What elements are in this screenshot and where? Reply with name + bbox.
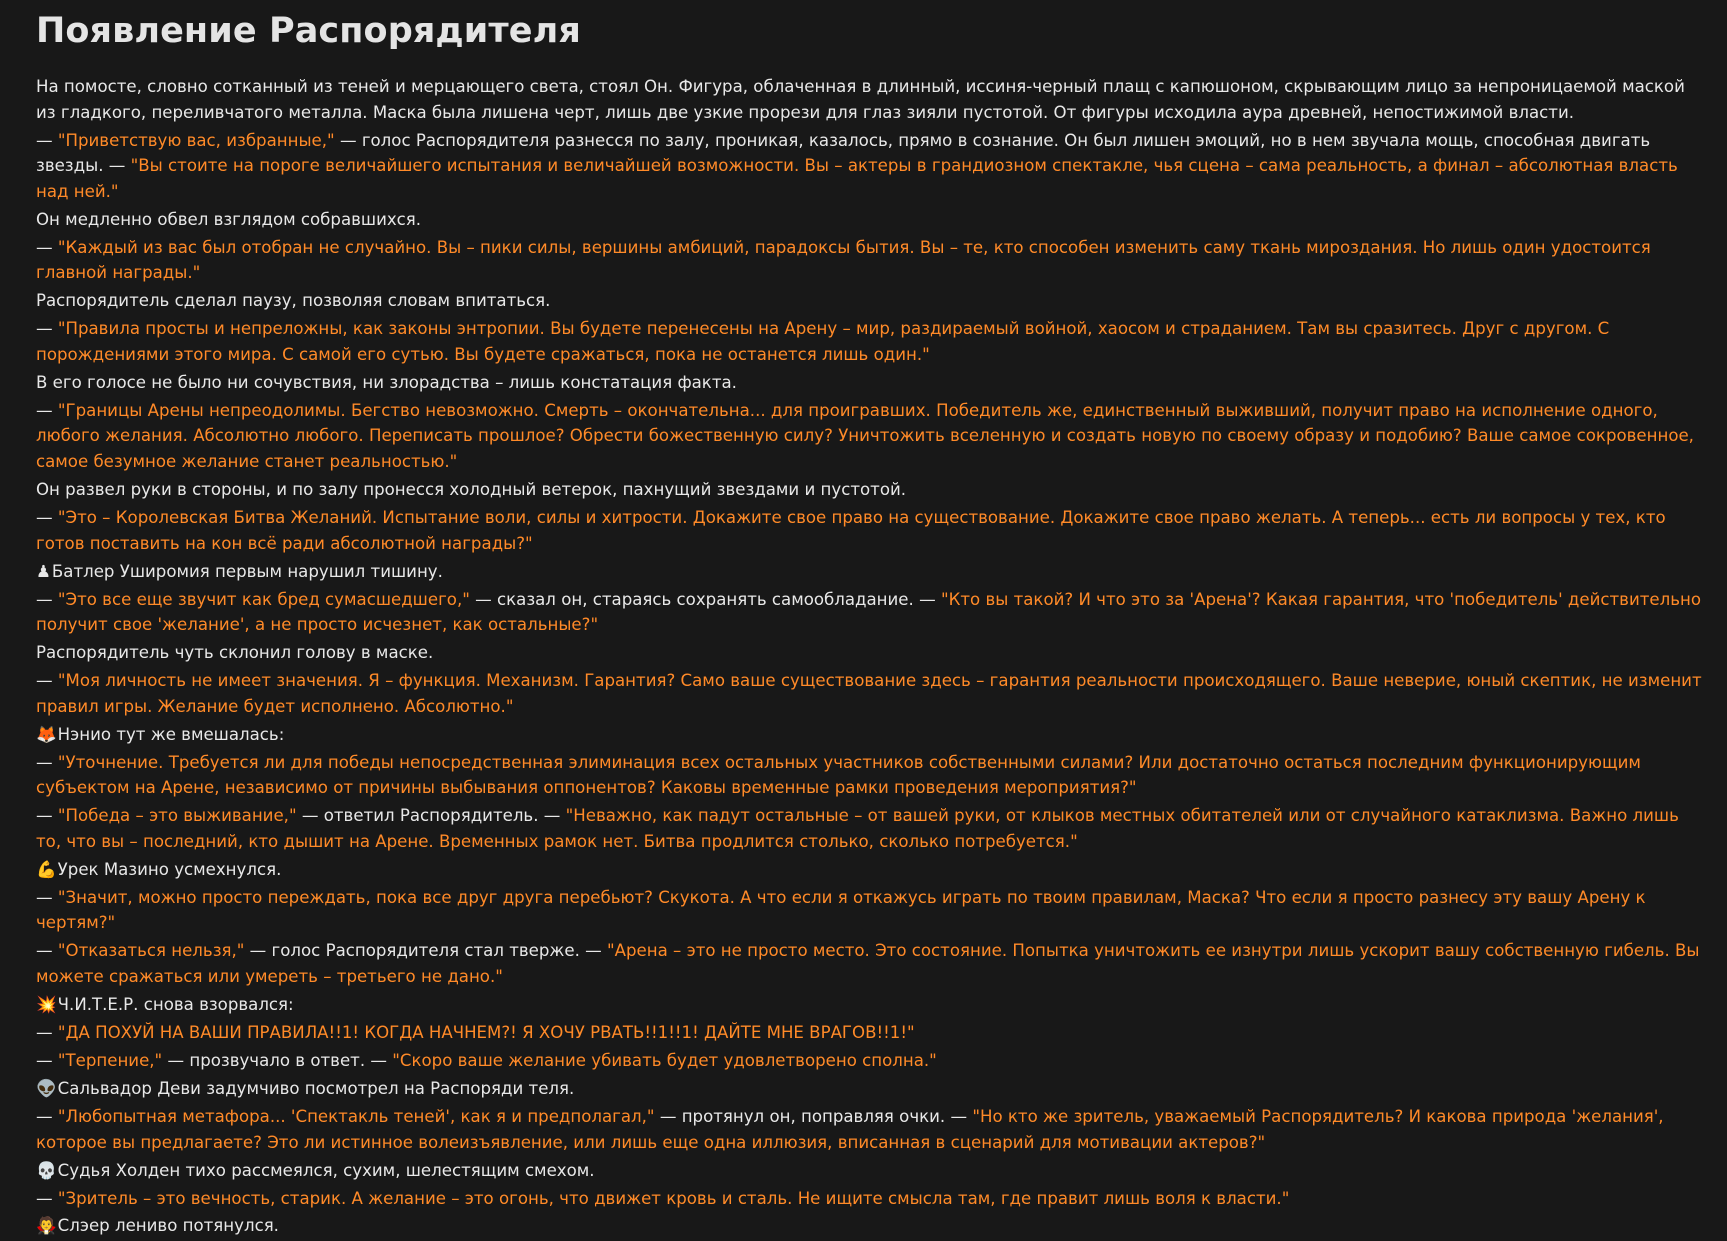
dialogue-quote: "Моя личность не имеет значения. Я – функция. Механизм. Гарантия? Само ваше существование здесь – гарантия реальности происходящего. Ваше неверие, юный скептик, не изменит правил игры. Желание будет исполнено. Абсолютно." <box>36 671 1702 716</box>
paragraph <box>36 885 1708 936</box>
narration-text: — <box>36 806 58 826</box>
paragraph <box>36 857 1708 883</box>
dialogue-quote: "Это все еще звучит как бред сумасшедшего," <box>57 589 470 609</box>
explosion-icon: 💥 <box>36 995 57 1014</box>
paragraph <box>36 398 1708 475</box>
narration-text: — прозвучало в ответ. — <box>162 1050 393 1070</box>
dialogue-quote: "Неважно, как падут остальные – от вашей руки, от клыков местных обитателей или от случайного катаклизма. Важно лишь то, что вы – последний, кто дышит на Арене. Временных рамок нет. Битва продлится столько, сколько потребуется." <box>36 806 1679 851</box>
narration-text: Сальвадор Деви задумчиво посмотрел на Распоряди теля. <box>57 1078 575 1098</box>
paragraph <box>36 640 1708 666</box>
narration-text: — <box>36 130 58 150</box>
page-title: Появление Распорядителя <box>36 11 581 51</box>
dialogue-quote: "Зритель – это вечность, старик. А желание – это огонь, что движет кровь и сталь. Не ищите смысла там, где правит лишь воля к власти." <box>57 1188 1290 1208</box>
document-body <box>36 74 1708 1239</box>
narration-text: — <box>36 887 58 907</box>
narration-text: — <box>36 237 58 257</box>
narration-text: — <box>36 671 58 691</box>
narration-text: — <box>36 508 58 528</box>
paragraph <box>36 1048 1708 1074</box>
narration-text: Распорядитель чуть склонил голову в маске. <box>36 643 434 663</box>
dialogue-quote: "Правила просты и непреложны, как законы энтропии. Вы будете перенесены на Арену – мир, раздираемый войной, хаосом и страданием. Там вы сразитесь. Друг с другом. С порождениями этого мира. С самой его сутью. Вы будете сражаться, пока не останется лишь один." <box>36 319 1610 364</box>
paragraph <box>36 1104 1708 1155</box>
paragraph <box>36 288 1708 314</box>
paragraph <box>36 559 1708 585</box>
narration-text: — <box>36 752 58 772</box>
narration-text: Распорядитель сделал паузу, позволяя словам впитаться. <box>36 291 551 311</box>
dialogue-quote: "Любопытная метафора... 'Спектакль теней', как я и предполагал," <box>57 1106 655 1126</box>
paragraph <box>36 1076 1708 1102</box>
paragraph <box>36 992 1708 1018</box>
narration-text: — ответил Распорядитель. — <box>296 806 566 826</box>
narration-text: — <box>36 1022 58 1042</box>
narration-text: Он развел руки в стороны, и по залу пронесся холодный ветерок, пахнущий звездами и пустотой. <box>36 480 907 500</box>
dialogue-quote: "Это – Королевская Битва Желаний. Испытание воли, силы и хитрости. Докажите свое право на существование. Докажите свое право желать. А теперь... есть ли вопросы у тех, кто готов поставить на кон всё ради абсолютной награды?" <box>36 508 1666 553</box>
narration-text: Судья Холден тихо рассмеялся, сухим, шелестящим смехом. <box>57 1160 595 1180</box>
paragraph <box>36 1213 1708 1239</box>
dialogue-quote: "Кто вы такой? И что это за 'Арена'? Какая гарантия, что 'победитель' действительно получит свое 'желание', а не просто исчезнет, как остальные?" <box>36 589 1702 635</box>
narration-text: — <box>36 1188 58 1208</box>
flexed-biceps-icon: 💪 <box>36 859 57 879</box>
narration-text: — <box>36 589 58 609</box>
paragraph <box>36 722 1708 748</box>
dialogue-quote: "Вы стоите на пороге величайшего испытания и величайшей возможности. Вы – актеры в грандиозном спектакле, чья сцена – сама реальность, а финал – абсолютная власть над ней." <box>36 156 1678 201</box>
paragraph <box>36 1186 1708 1212</box>
narration-text: Ч.И.Т.Е.Р. снова взорвался: <box>57 995 294 1014</box>
narration-text: — <box>36 400 58 420</box>
narration-text: Нэнио тут же вмешалась: <box>57 724 285 744</box>
narration-text: — <box>36 1050 58 1070</box>
paragraph <box>36 668 1708 719</box>
narration-text: — <box>36 1106 58 1126</box>
dialogue-quote: "Границы Арены непреодолимы. Бегство невозможно. Смерть – окончательна... для проигравших. Победитель же, единственный выживший, получит право на исполнение одного, любого желания. Абсолютно любого. Переписать прошлое? Обрести божественную силу? Уничтожить вселенную и создать новую по своему образу и подобию? Ваше самое сокровенное, самое безумное желание станет реальностью." <box>36 400 1694 472</box>
paragraph <box>36 207 1708 233</box>
paragraph <box>36 1158 1708 1184</box>
narration-text: — голос Распорядителя разнесся по залу, проникая, казалось, прямо в сознание. Он был лишен эмоций, но в нем звучала мощь, способная двигать звезды. — <box>36 130 1651 176</box>
paragraph <box>36 370 1708 396</box>
narration-text: — голос Распорядителя стал тверже. — <box>244 941 607 961</box>
dialogue-quote: "Приветствую вас, избранные," <box>57 130 335 150</box>
paragraph <box>36 316 1708 367</box>
dialogue-quote: "Каждый из вас был отобран не случайно. Вы – пики силы, вершины амбиций, парадоксы бытия. Вы – те, кто способен изменить саму ткань мироздания. Но лишь один удостоится главной награды." <box>36 237 1651 283</box>
narration-text: В его голосе не было ни сочувствия, ни злорадства – лишь констатация факта. <box>36 372 737 392</box>
paragraph <box>36 938 1708 989</box>
paragraph <box>36 803 1708 854</box>
dialogue-quote: "Но кто же зритель, уважаемый Распорядитель? И какова природа 'желания', которое вы предлагаете? Это ли истинное волеизъявление, или лишь еще одна иллюзия, вписанная в сценарий для мотивации актеров?" <box>36 1106 1664 1152</box>
paragraph <box>36 750 1708 801</box>
narration-text: — <box>36 319 58 339</box>
dialogue-quote: "ДА ПОХУЙ НА ВАШИ ПРАВИЛА!!1! КОГДА НАЧНЕМ?! Я ХОЧУ РВАТЬ!!1!!1! ДАЙТЕ МНЕ ВРАГОВ!!1!" <box>57 1022 915 1042</box>
dialogue-quote: "Победа – это выживание," <box>57 806 297 826</box>
chess-pawn-icon: ♟ <box>36 561 51 581</box>
paragraph <box>36 1020 1708 1046</box>
dialogue-quote: "Значит, можно просто переждать, пока все друг друга перебьют? Скукота. А что если я откажусь играть по твоим правилам, Маска? Что если я просто разнесу эту вашу Арену к чертям?" <box>36 887 1646 933</box>
paragraph <box>36 128 1708 205</box>
narration-text: Урек Мазино усмехнулся. <box>57 859 282 879</box>
paragraph <box>36 74 1708 125</box>
dialogue-quote: "Отказаться нельзя," <box>57 941 245 961</box>
narration-text: — <box>36 941 58 961</box>
narration-text: — протянул он, поправляя очки. — <box>654 1106 973 1126</box>
narration-text: На помосте, словно сотканный из теней и мерцающего света, стоял Он. Фигура, облаченная в длинный, иссиня-черный плащ с капюшоном, скрывающим лицо за непроницаемой маской из гладкого, переливчатого металла. Маска была лишена черт, лишь две узкие прорези для глаз зияли пустотой. От фигуры исходила аура древней, непостижимой власти. <box>36 77 1685 122</box>
alien-icon: 👽 <box>36 1078 57 1098</box>
dialogue-quote: "Уточнение. Требуется ли для победы непосредственная элиминация всех остальных участников собственными силами? Или достаточно остаться последним функционирующим субъектом на Арене, независимо от причины выбывания оппонентов? Каковы временные рамки проведения мероприятия?" <box>36 752 1641 798</box>
paragraph <box>36 505 1708 556</box>
vampire-icon: 🧛 <box>36 1216 57 1236</box>
paragraph <box>36 477 1708 503</box>
document <box>36 0 1708 1241</box>
narration-text: Батлер Уширомия первым нарушил тишину. <box>51 561 443 581</box>
dialogue-quote: "Терпение," <box>57 1050 163 1070</box>
paragraph <box>36 587 1708 638</box>
skull-icon: 💀 <box>36 1160 57 1180</box>
dialogue-quote: "Арена – это не просто место. Это состояние. Попытка уничтожить ее изнутри лишь ускорит вашу собственную гибель. Вы можете сражаться или умереть – третьего не дано." <box>36 941 1700 987</box>
narration-text: — сказал он, стараясь сохранять самообладание. — <box>469 589 941 609</box>
fox-icon: 🦊 <box>36 724 57 744</box>
narration-text: Слэер лениво потянулся. <box>57 1216 279 1236</box>
narration-text: Он медленно обвел взглядом собравшихся. <box>36 209 422 229</box>
dialogue-quote: "Скоро ваше желание убивать будет удовлетворено сполна." <box>392 1050 937 1070</box>
paragraph <box>36 235 1708 286</box>
